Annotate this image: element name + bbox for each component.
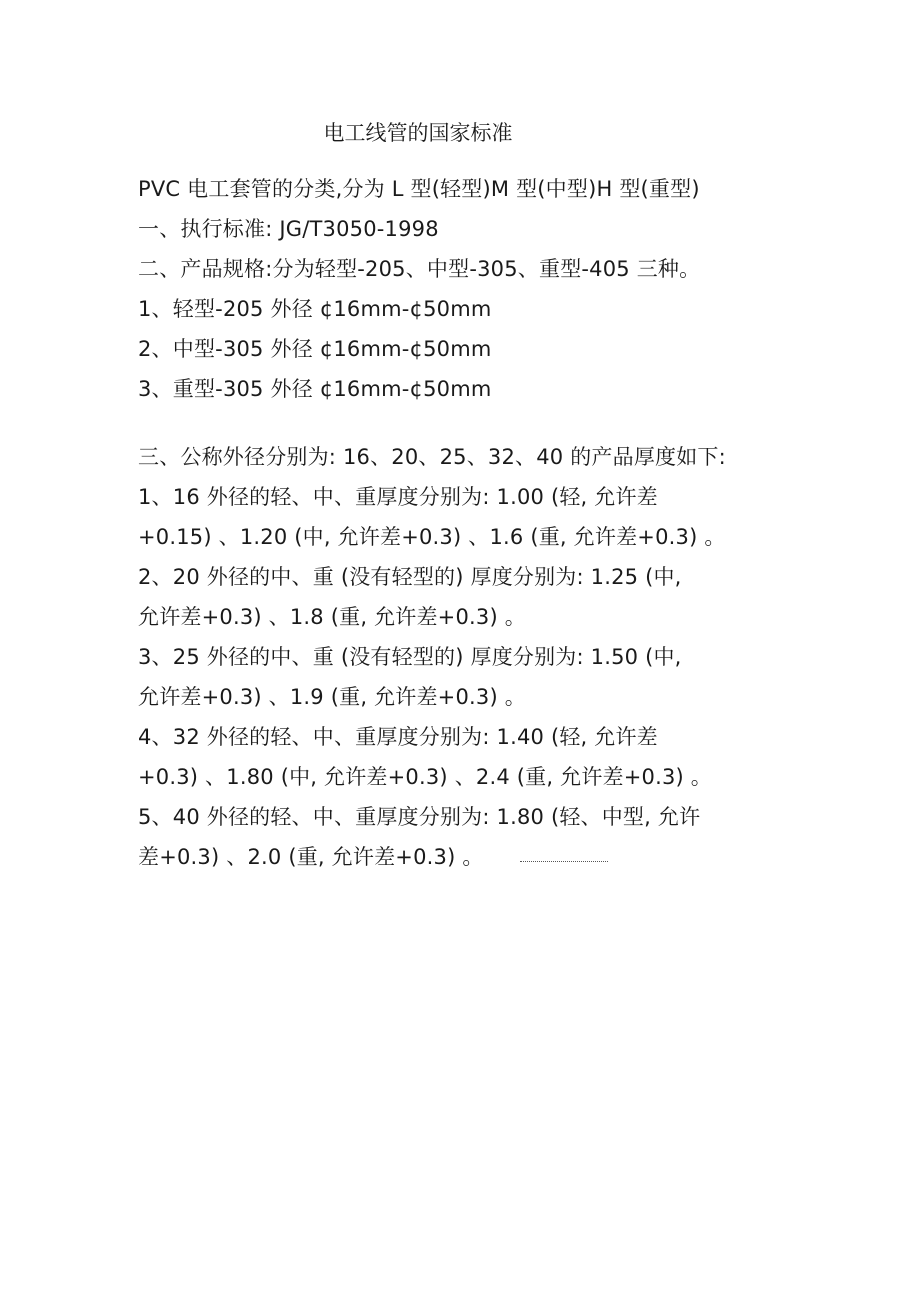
spec-item-medium: 2、中型-305 外径 ¢16mm-¢50mm bbox=[138, 337, 492, 361]
thickness-item-20: 2、20 外径的中、重 (没有轻型的) 厚度分别为: 1.25 (中, bbox=[138, 565, 682, 589]
dotted-leader bbox=[520, 861, 608, 862]
thickness-item-25-cont: 允许差+0.3) 、1.9 (重, 允许差+0.3) 。 bbox=[138, 685, 526, 709]
thickness-item-32: 4、32 外径的轻、中、重厚度分别为: 1.40 (轻, 允许差 bbox=[138, 725, 658, 749]
standard-line: 一、执行标准: JG/T3050-1998 bbox=[138, 217, 439, 241]
classification-line: PVC 电工套管的分类,分为 L 型(轻型)M 型(中型)H 型(重型) bbox=[138, 177, 700, 201]
thickness-item-32-cont: +0.3) 、1.80 (中, 允许差+0.3) 、2.4 (重, 允许差+0.3) 。 bbox=[138, 765, 712, 789]
document-title: 电工线管的国家标准 bbox=[323, 121, 513, 145]
thickness-item-40: 5、40 外径的轻、中、重厚度分别为: 1.80 (轻、中型, 允许 bbox=[138, 805, 701, 829]
thickness-item-40-cont: 差+0.3) 、2.0 (重, 允许差+0.3) 。 bbox=[138, 845, 484, 869]
thickness-item-16: 1、16 外径的轻、中、重厚度分别为: 1.00 (轻, 允许差 bbox=[138, 485, 658, 509]
specification-line: 二、产品规格:分为轻型-205、中型-305、重型-405 三种。 bbox=[138, 257, 701, 281]
thickness-item-25: 3、25 外径的中、重 (没有轻型的) 厚度分别为: 1.50 (中, bbox=[138, 645, 682, 669]
spec-item-heavy: 3、重型-305 外径 ¢16mm-¢50mm bbox=[138, 377, 492, 401]
thickness-item-20-cont: 允许差+0.3) 、1.8 (重, 允许差+0.3) 。 bbox=[138, 605, 526, 629]
thickness-item-16-cont: +0.15) 、1.20 (中, 允许差+0.3) 、1.6 (重, 允许差+0.3) 。 bbox=[138, 525, 726, 549]
spec-item-light: 1、轻型-205 外径 ¢16mm-¢50mm bbox=[138, 297, 492, 321]
thickness-heading: 三、公称外径分别为: 16、20、25、32、40 的产品厚度如下: bbox=[138, 445, 726, 469]
